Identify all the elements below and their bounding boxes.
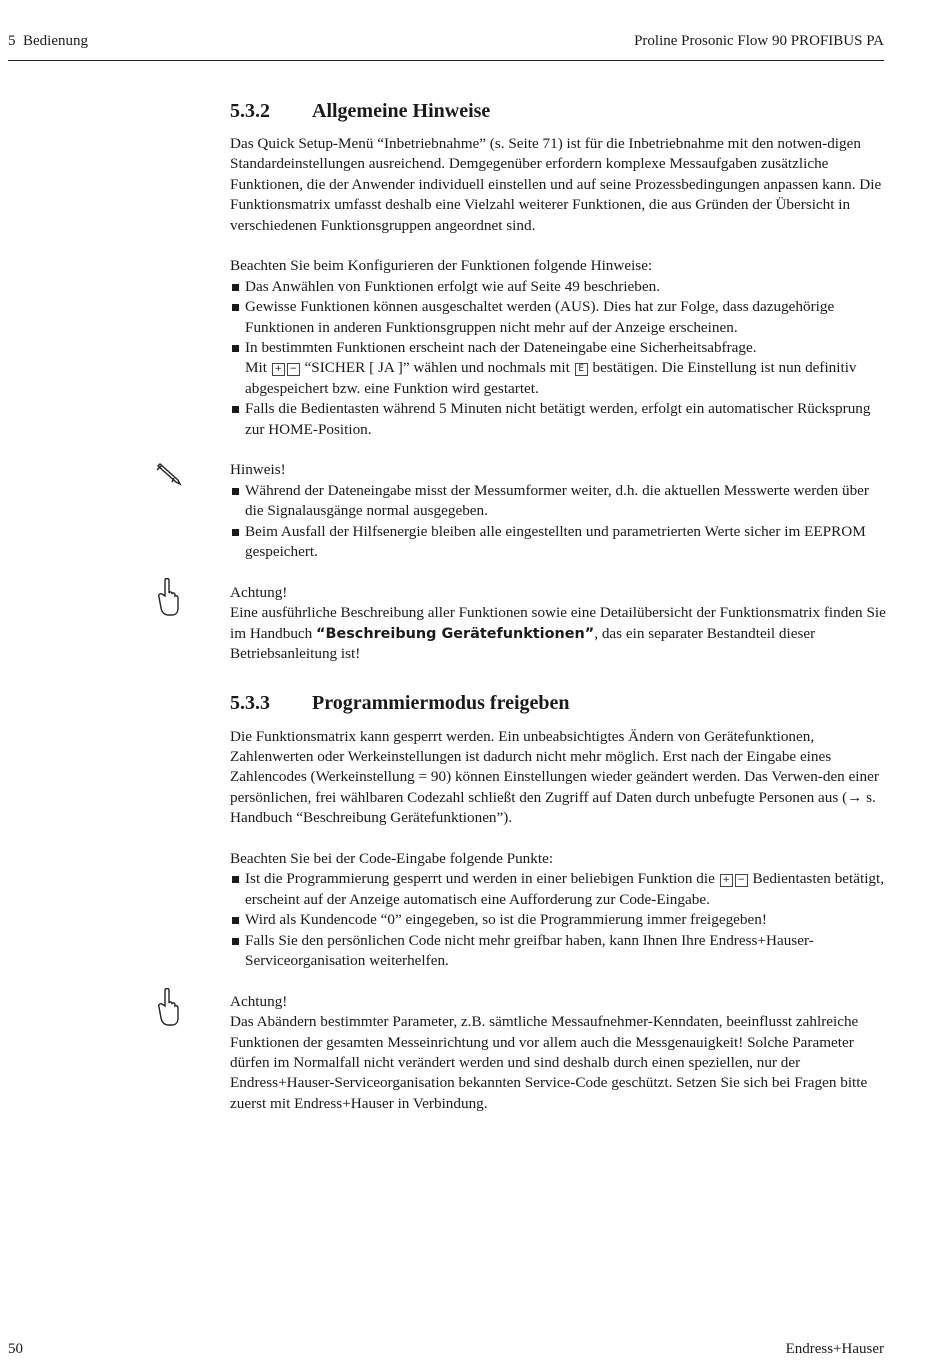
- caution-text: , das ein separater Bestandteil dieser Betriebsanleitung ist!: [230, 624, 816, 663]
- note-list: [230, 481, 886, 563]
- caution-text: Eine ausführliche Beschreibung aller Funktionen sowie eine Detailübersicht der Funktionsmatrix finden Sie im Handbuch: [230, 604, 886, 642]
- list-item: Falls Sie den persönlichen Code nicht mehr greifbar haben, kann Ihnen Ihre Endress+Hauser-Serviceorganisation weiterhelfen.: [230, 931, 886, 972]
- pointing-hand-caution-icon: [152, 988, 182, 1028]
- section-heading-5-3-3: [230, 689, 886, 719]
- chapter-title: 5 Bedienung: [8, 33, 88, 49]
- list-item: [230, 338, 886, 399]
- minus-key-icon: −: [287, 363, 300, 376]
- list-item-text: “SICHER [ JA ]” wählen und nochmals mit: [304, 359, 570, 377]
- list-item: [230, 869, 886, 910]
- section-title: Allgemeine Hinweise: [312, 99, 491, 122]
- caution-paragraph: [230, 603, 886, 664]
- manual-reference: “Beschreibung Gerätefunktionen”: [316, 625, 595, 642]
- header-rule: [8, 60, 884, 61]
- section-heading-5-3-2: [230, 96, 886, 126]
- section-number: 5.3.2: [230, 99, 270, 122]
- page-footer: [8, 1341, 884, 1361]
- minus-key-icon: −: [735, 874, 748, 887]
- list-item: Falls die Bedientasten während 5 Minuten nicht betätigt werden, erfolgt ein automatischer Rücksprung zur HOME-Position.: [230, 399, 886, 440]
- page-content: [230, 96, 886, 1114]
- caution-paragraph: Das Abändern bestimmter Parameter, z.B. sämtliche Messaufnehmer-Kenndaten, beeinflusst zahlreiche Funktionen der gesamten Messeinrichtung und vor allem auch die Messgenauigkeit! Solche Parameter dürfen im Normalfall nicht verändert werden und sind deshalb durch einen speziellen, nur der Endress+Hauser-Serviceorganisation bekannten Service-Code geschützt. Setzen Sie sich bei Fragen bitte zuerst mit Endress+Hauser in Verbindung.: [230, 1013, 868, 1112]
- plus-key-icon: +: [272, 363, 285, 376]
- section-number: 5.3.3: [230, 692, 270, 715]
- intro-paragraph: Die Funktionsmatrix kann gesperrt werden. Ein unbeabsichtigtes Ändern von Gerätefunktionen, Zahlenwerten oder Werkeinstellungen ist dadurch nicht mehr möglich. Erst nach der Eingabe eines Zahlencodes (Werkeinstellung = 90) können Einstellungen wieder geändert werden. Das Verwen-den einer persönlichen, frei wählbaren Codezahl schließt den Zugriff auf Daten durch unbefugte Personen aus (→ s. Handbuch “Beschreibung Gerätefunktionen”).: [230, 727, 879, 827]
- list-intro: Beachten Sie bei der Code-Eingabe folgende Punkte:: [230, 849, 554, 867]
- list-item: Während der Dateneingabe misst der Messumformer weiter, d.h. die aktuellen Messwerte werden über die Signalausgänge normal ausgegeben.: [230, 481, 886, 522]
- page-header: [8, 33, 884, 53]
- company-name: Endress+Hauser: [785, 1341, 884, 1357]
- section-title: Programmiermodus freigeben: [312, 692, 570, 715]
- intro-paragraph: Das Quick Setup-Menü “Inbetriebnahme” (s. Seite 71) ist für die Inbetriebnahme mit den notwen-digen Standardeinstellungen ausreichend. Demgegenüber erfordern komplexe Messaufgaben zusätzliche Funktionen, die der Anwender individuell einstellen und auf seine Prozessbedingungen anpassen kann. Die Funktionsmatrix umfasst deshalb eine Vielzahl weiterer Funktionen, die aus Gründen der Übersicht in verschiedenen Funktionsgruppen angeordnet sind.: [230, 135, 882, 234]
- enter-key-icon: E: [575, 363, 588, 376]
- page-number: 50: [8, 1341, 23, 1357]
- list-item: Wird als Kundencode “0” eingegeben, so ist die Programmierung immer freigegeben!: [230, 910, 886, 930]
- caution-title: Achtung!: [230, 992, 288, 1010]
- note-title: Hinweis!: [230, 461, 286, 479]
- list-item: Gewisse Funktionen können ausgeschaltet werden (AUS). Dies hat zur Folge, dass dazugehörige Funktionen in anderen Funktionsgruppen nicht mehr auf der Anzeige erscheinen.: [230, 297, 886, 338]
- list-intro: Beachten Sie beim Konfigurieren der Funktionen folgende Hinweise:: [230, 257, 653, 275]
- hint-list: [230, 277, 886, 440]
- list-item-text: In bestimmten Funktionen erscheint nach der Dateneingabe eine Sicherheitsabfrage.: [245, 339, 757, 357]
- pencil-note-icon: [152, 462, 186, 488]
- list-item: Das Anwählen von Funktionen erfolgt wie auf Seite 49 beschrieben.: [230, 277, 886, 297]
- plus-key-icon: +: [720, 874, 733, 887]
- list-item-text: bestätigen. Die Einstellung ist nun definitiv abgespeichert bzw. eine Funktion wird gestartet.: [245, 359, 857, 397]
- caution-title: Achtung!: [230, 583, 288, 601]
- list-item: Beim Ausfall der Hilfsenergie bleiben alle eingestellten und parametrierten Werte sicher im EEPROM gespeichert.: [230, 522, 886, 563]
- list-item-text: Mit: [245, 359, 267, 377]
- product-title: Proline Prosonic Flow 90 PROFIBUS PA: [634, 33, 884, 49]
- code-list: [230, 869, 886, 971]
- pointing-hand-caution-icon: [152, 578, 182, 618]
- list-item-text: Ist die Programmierung gesperrt und werden in einer beliebigen Funktion die: [245, 870, 715, 888]
- list-item-text: Bedientasten betätigt, erscheint auf der Anzeige automatisch eine Aufforderung zur Code-Eingabe.: [245, 870, 885, 908]
